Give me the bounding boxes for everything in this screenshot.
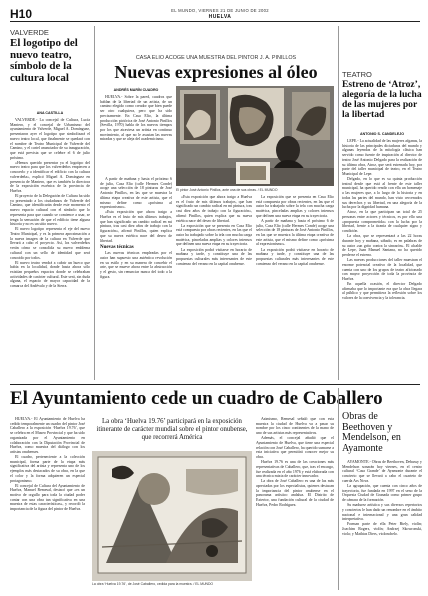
column-divider — [338, 388, 339, 590]
center-subhead: Nuevas técnicas — [100, 245, 134, 251]
caballero-painting-image — [92, 451, 252, 581]
bottom-paragraph: Asimismo, Remesal señaló que con esta muestra la ciudad de Huelva va a pasar su nombre por los cinco continentes de la mano de uno de sus artistas más representativos. — [256, 417, 334, 436]
bottom-paragraph: Además, el concejal añadió que el Ayuntamiento de Huelva, que tiene una especial relación con José Caballero, ha querido sumarse a esta iniciativa que permitirá conocer mejor su obra. — [256, 436, 334, 460]
left-kicker: VALVERDE — [10, 28, 49, 37]
right-kicker: TEATRO — [342, 70, 372, 79]
sidebar-paragraph: Forman parte de ella Peter Biely, violín; Joachim Rogers, violín; Andrzej Skowronski, viola; y Mathias Diers, violonchelo. — [342, 522, 422, 536]
sidebar-paragraph: Su madurez artística y sus diversos repertorios y conciertos le han dado un renombre en el ámbito nacional e internacional y una gran calidad interpretativa. — [342, 503, 422, 522]
caballero-photo-caption: La obra ‘Huelva 19.76’, de José Caballero, cedida para la muestra. / EL MUNDO — [92, 582, 214, 586]
left-paragraph: VALVERDE.- La concejal de Cultura, Lucía Mantero, y el concejal de Urbanismo del ayuntamiento de Valverde, Miguel A. Domínguez, presentaron ayer el logotipo que simbolizará el nuevo teatro local, que finalmente se quedará con el nombre de Teatro Municipal de Valverde del Camino, y el cartel anunciador de su inauguración, que está prevista que se celebre el 6 de julio próximo. — [10, 118, 90, 160]
left-paragraph: El proyecto de la Delegación de Cultura ha sido ya presentado a los ciudadanos de Valverde del Camino, que identificarán desde este momento el nuevo espacio cultural con el símbolo que lo representa para que cuando se comience a usar, se tenga la sensación de que el edificio tiene alguna historia y no es un sitio nuevo. — [10, 194, 90, 227]
center-headline: Nuevas expresiones al óleo — [114, 62, 318, 82]
center-author: ANDRÉS MARÍN CUADRO — [113, 88, 159, 92]
right-author: ANTONIO S. CANDELEJO — [359, 132, 405, 136]
right-paragraph: LEPE.- La actualidad de las mujeres afganas, la historia de las principales dictaduras del mundo y algunas leyendas de la mitología clásica han servido como fuente de inspiración al director de teatro José Antonio Delgado para la realización de su última obra, Atroz, que será estrenada hoy, por parte del taller municipal de teatro, en el Teatro Municipal de Lepe. — [342, 139, 422, 176]
column-divider — [338, 26, 339, 380]
center-kicker: CASA ELIO ACOGE UNA MUESTRA DEL PINTOR J. A. PINILLOS — [135, 55, 297, 61]
left-author: ANA CASTILLA — [36, 111, 64, 115]
center-paragraph: La exposición podrá visitarse en horario de mañana y tarde, y constituye una de las propuestas culturales más interesantes de este comienzo del verano en la capital onubense. — [176, 247, 252, 266]
center-paragraph: A partir de mañana y hasta el próximo 6 de julio, Casa Elio (calle Hermes Conde) acoge una selección de 18 pinturas de José Antonio Pinillos, en las que se muestra la última etapa creativa de este artista, que el mismo define como «próxima al expresionismo». — [100, 177, 172, 210]
right-paragraph: En aquella ocasión, el director Delgado afirmaba que lo importante era que la obra llegara al público y que permitiera la reflexión sobre los valores de la convivencia y la tolerancia. — [342, 282, 422, 301]
page-number: H10 — [10, 7, 33, 21]
bottom-body-col1 — [10, 417, 85, 589]
right-paragraph: La obra, que se representará a las 22 horas durante hoy y mañana, sábado, es en palabras de su autor «un grito contra la sinrazón». El alcalde de Lepe, Juan Manuel Santana, no ha querido perderse el estreno. — [342, 234, 422, 258]
header-rule — [10, 21, 420, 22]
section-rule — [10, 384, 420, 385]
center-paragraph: «Esta exposición que ahora traigo a Huelva es el fruto de mis últimos trabajos, que han significado un cambio radical en mi pintura, tras casi diez años de trabajo con la figuración», afirmó Pinillos, quien explica que su nueva estética nace del deseo de libertad. — [100, 210, 172, 243]
painter-photo — [176, 86, 334, 186]
right-paragraph: Delgado, en lo que es su quinta producción teatral desde que está al frente de este taller municipal, ha querido rendir con ella un homenaje a las mujeres que, a lo largo de la historia y en todas las partes del mundo, han visto cercenados sus derechos y su libertad, en una alegoría de la lucha por la dignidad humana. — [342, 177, 422, 210]
center-paragraph: La exposición que se presenta en Casa Elio está compuesta por obras recientes, en las que el autor ha trabajado sobre la tela con mucha carga matérica, pinceladas amplias y colores intensos que definen una nueva etapa en su trayectoria. — [176, 223, 252, 247]
bottom-body-col2 — [256, 417, 334, 589]
sidebar-headline: Obras de Beethoven y Mendelson, en Ayamonte — [342, 411, 401, 454]
center-body-lead — [100, 95, 172, 175]
painter-photo-image — [176, 86, 334, 186]
center-body-col1 — [100, 177, 172, 373]
bottom-paragraph: El cuadro, perteneciente a la colección municipal, forma parte de la etapa más significativa del artista y representa uno de los ejemplos más destacados de su obra, en la que el color y la forma adquieren un especial protagonismo. — [10, 455, 85, 483]
bottom-paragraph: La obra de José Caballero es una de las más apreciadas por los especialistas, quienes destacan la importancia del pintor onubense en el panorama artístico andaluz. El Distrito de Exterior, una fundación cultural de la ciudad de Huelva, Pedro Rodríguez. — [256, 479, 334, 507]
sidebar-body — [342, 460, 422, 590]
left-body — [10, 118, 90, 380]
column-divider — [94, 26, 95, 380]
right-body — [342, 139, 422, 380]
right-headline: Estreno de ‘Atroz’, alegoría de la lucha de las mujeres por la libertad — [342, 79, 422, 120]
center-body-col2 — [176, 195, 252, 373]
sidebar-paragraph: La agrupación, que cuenta con cinco años de trayectoria, fue fundada en 1997 en el seno de la Orquesta Ciudad de Granada como primer grupo de cámara de la formación. — [342, 483, 422, 503]
center-paragraph: La exposición podrá visitarse en horario de mañana y tarde, y constituye una de las propuestas culturales más interesantes de este comienzo del verano en la capital onubense. — [256, 247, 334, 266]
center-paragraph: HUELVA.- Sobre la pared, cuadros que hablan de la libertad de un artista, de un camino elegido como creador que bien puede ser otro cualquiera, pero que ha sido precisamente. En Casa Elio, la última producción pictórica de José Antonio Pinillos (Sevilla, 1970) habla de los nuevos tiempos por los que atraviesa un artista en continuo movimiento, al que no le asustan las nuevas miradas y que se aleja del academicismo. — [100, 95, 172, 142]
center-body-col3 — [256, 195, 334, 373]
left-paragraph: «Hemos querido presentar ya el logotipo del nuevo teatro para que los valverdeños empiecen a conocerlo y a identificar el edificio con la cultura valverdeña», explicó Miguel A. Domínguez en presencia de Mantero, que es también la directora de la exposición escénica de la provincia de Huelva. — [10, 160, 90, 193]
right-paragraph: Las nuevas producciones del taller muestran el enorme potencial creativo de la localidad, que cuenta con uno de los grupos de teatro aficionado con mayor proyección de toda la provincia de Huelva. — [342, 258, 422, 281]
bottom-headline: El Ayuntamiento cede un cuadro de Caballero — [10, 388, 383, 409]
left-paragraph: El nuevo teatro vendrá a cubrir un hueco que había en la localidad, donde hasta ahora sólo existían pequeños espacios donde se celebraban actividades de carácter cultural. Este será, sin duda alguna, el espacio de mayor capacidad de la comarca del Andévalo y de la Sierra. — [10, 260, 90, 289]
bottom-pullquote: La obra ‘Huelva 19.76’ participará en la exposición itinerante de carácter mundial sobre el pintor onubense, que recorrerá América — [96, 418, 248, 441]
center-paragraph: Las nuevas técnicas empleadas por el autor han supuesto una auténtica revolución en su estilo y en su manera de concebir el arte, que se mueve ahora entre la abstracción y el gesto, sin renunciar nunca del todo a la figura. — [100, 251, 172, 279]
bottom-paragraph: El concejal de Cultura del Ayuntamiento de Huelva, Manuel Remesal, destacó que «es un motivo de orgullo para toda la ciudad poder contar con una obra tan significativa en una muestra de estas características», y recordó la importancia de la figura del pintor de Huelva. — [10, 483, 85, 512]
painter-photo-caption: El pintor José Antonio Pinillos, ante una de sus obras. / EL MUNDO — [176, 188, 278, 192]
center-paragraph: La exposición que se presenta en Casa Elio está compuesta por obras recientes, en las que el autor ha trabajado sobre la tela con mucha carga matérica, pinceladas amplias y colores intensos que definen una nueva etapa en su trayectoria. — [256, 195, 334, 218]
bottom-paragraph: HUELVA.- El Ayuntamiento de Huelva ha cedido temporalmente un cuadro del pintor José Caballero a la exposición ‘Huelva 19.76’, que se celebra en el Museo Provincial y que ha sido organizada por el Ayuntamiento en colaboración con la Diputación Provincial de Huelva, como muestra del diálogo con los artistas onubenses. — [10, 417, 85, 454]
left-paragraph: El nuevo logotipo representa el eje del nuevo Teatro Municipal, y es la primera aproximación a la nueva imagen de la cultura en Valverde que llevará a cabo el proyecto. Así, los valverdeños verán cómo se consolida su nuevo emblema cultural con un sello de identidad que será conocido por todos. — [10, 227, 90, 260]
paper-dateline: EL MUNDO, VIERNES 21 DE JUNIO DE 2002 — [171, 8, 269, 13]
right-paragraph: Atroz, en la que participan un total de 25 personas entre actores y técnicos, es por ello una «propuesta comprometida» con la lucha por la libertad, frente a la tiranía de cualquier signo y condición. — [342, 210, 422, 234]
caballero-painting-photo — [92, 451, 252, 581]
center-paragraph: «Esta exposición que ahora traigo a Huelva es el fruto de mis últimos trabajos, que han significado un cambio radical en mi pintura, tras casi diez años de trabajo con la figuración», afirmó Pinillos, quien explica que su nueva estética nace del deseo de libertad. — [176, 195, 252, 223]
bottom-paragraph: Huelva 19.76 es una de las creaciones más representativas de Caballero, que, tras el encargo, fue realizada en el año 1976 y está elaborada con una técnica mixta de carácter innovador. — [256, 460, 334, 479]
left-headline: El logotipo del nuevo teatro, símbolo de la cultura local — [10, 37, 78, 84]
center-paragraph: A partir de mañana y hasta el próximo 6 de julio, Casa Elio (calle Hermes Conde) acoge una selección de 18 pinturas de José Antonio Pinillos, en las que se muestra la última etapa creativa de este artista, que el mismo define como «próxima al expresionismo». — [256, 218, 334, 247]
section-name: HUELVA — [208, 14, 232, 20]
sidebar-paragraph: AYAMONTE.- Obras de Beethoven, Debussy y Mendelson sonarán hoy viernes, en el centro cultural ‘Casa Grande’ de Ayamonte durante el concierto que se llevará a cabo el cuarteto de cuerda Ars Nova. — [342, 460, 422, 483]
